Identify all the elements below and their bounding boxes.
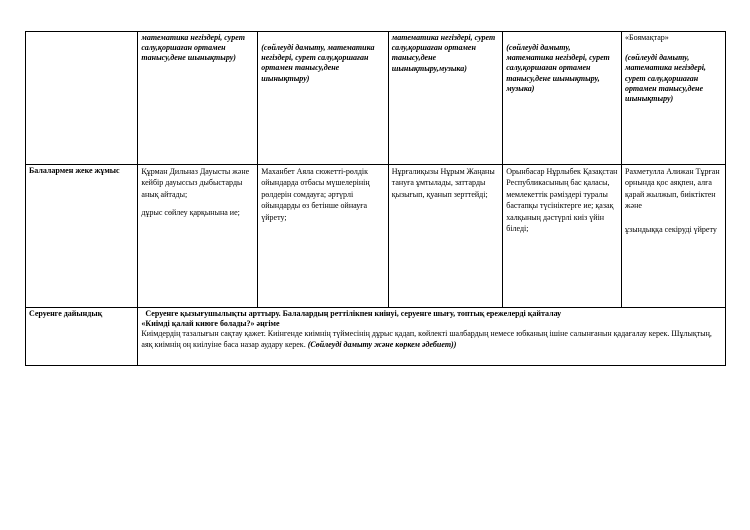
row-label-cell — [26, 308, 138, 366]
individual-text: Нұрғалиқызы Нұрым Жаңаны тануға ұмтылады, заттарды қызығып, қуанып зерттейді; — [391, 167, 495, 199]
row-label-cell — [26, 32, 138, 165]
activity-text: (сөйлеудi дамыту, математика негіздері, сурет салу,қоршаған ортамен танысу,дене шынықтыру, музыка) — [506, 43, 610, 93]
individual-text: Орынбасар Нұрлыбек Қазақстан Республикасының бас қаласы, мемлекеттік рәміздері туралы бастапқы түсініктерге ие; қазақ халқының дәстүрлі киіз үйін біледі; — [506, 167, 618, 234]
table-row — [26, 165, 726, 308]
activity-cell — [622, 32, 726, 165]
individual-text: ұзындыққа секіруді үйрету — [625, 224, 717, 234]
activity-text: математика негіздері, сурет салу,қоршаған ортамен танысу,дене шынықтыру,музыка) — [391, 33, 496, 73]
individual-cell — [503, 165, 622, 308]
activity-cell — [503, 32, 622, 165]
row-label: Балалармен жеке жұмыс — [29, 166, 120, 175]
row-label: Серуенге дайындық — [29, 309, 103, 318]
individual-cell — [622, 165, 726, 308]
activity-cell — [388, 32, 503, 165]
activity-cell — [258, 32, 388, 165]
walk-body-text: Киімдердің тазалығын сақтау қажет. Киінгенде киімнің түймесінің дұрыс қадап, көйлекті шалбардың немесе юбканың ішіне салынғанын қадағалау керек. Шұлықтың, аяқ киімнің оң киілуіне баса назар аудару керек. — [141, 329, 712, 349]
individual-cell — [388, 165, 503, 308]
individual-text: Маханбет Аяла сюжетті-рөлдік ойындарда отбасы мүшелерінің рөлдерін сомдауға; әртүрлі ойындарды өз бетінше ойнауға үйрету; — [261, 167, 370, 222]
individual-text: Рахметулла Алижан Тұрған орнында қос аяқпен, алға қарай жылжып, биіктіктен және — [625, 167, 720, 211]
row-label-cell — [26, 165, 138, 308]
walk-cell — [138, 308, 726, 366]
individual-cell — [258, 165, 388, 308]
walk-subheading: «Киімді қалай киюге болады?» әңгіме — [141, 319, 280, 329]
individual-text: дұрыс сөйлеу қарқынына ие; — [141, 208, 240, 218]
walk-heading: Серуенге қызығушылықты арттыру. Балалардың реттілікпен киінуі, серуенге шығу, топтық ережелерді қайталау — [145, 309, 562, 318]
daily-plan-table — [25, 31, 726, 366]
activity-title: «Боямақтар» — [625, 33, 669, 42]
activity-cell — [138, 32, 258, 165]
walk-body-tail: (Сөйлеуді дамыту және көркем әдебиет)) — [307, 339, 457, 349]
individual-text: Құрман Дильназ Дауысты және кейбір дауыссыз дыбыстарды анық айтады; — [141, 167, 250, 199]
table-row — [26, 308, 726, 366]
activity-text: (сөйлеудi дамыту, математика негіздері, сурет салу,қоршаған ортамен танысу,дене шынықтыру) — [625, 53, 706, 104]
activity-text: (сөйлеудi дамыту, математика негіздері, сурет салу,қоршаған ортамен танысу,дене шынықтыру) — [261, 43, 375, 83]
walk-body — [141, 329, 722, 349]
activity-text: математика негіздері, сурет салу,қоршаған ортамен танысу,дене шынықтыру) — [141, 33, 245, 63]
individual-cell — [138, 165, 258, 308]
table-row — [26, 32, 726, 165]
